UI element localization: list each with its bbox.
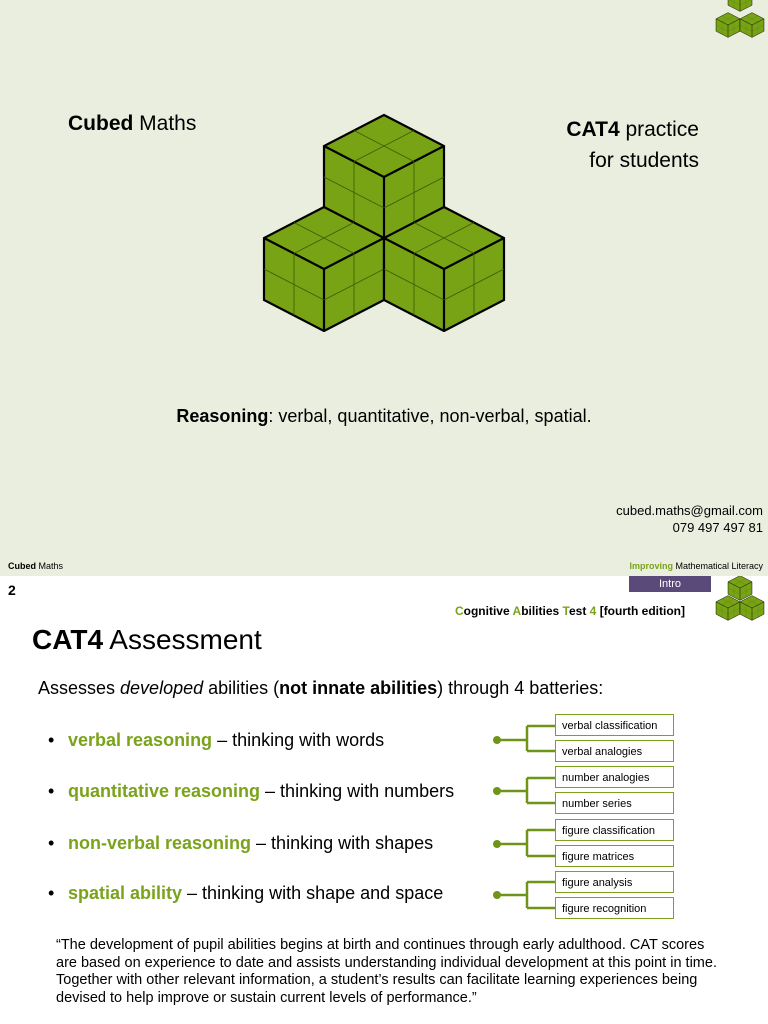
- contact-info: [616, 502, 763, 536]
- cubes-logo-icon: [712, 0, 768, 48]
- content-slide: [0, 576, 768, 1024]
- page-title: CAT4 Assessment: [32, 624, 262, 655]
- list-item: • spatial ability – thinking with shape and space: [48, 883, 444, 903]
- subtest-box: verbal analogies: [555, 740, 674, 762]
- subtest-connectors: [490, 711, 560, 921]
- subtest-box: figure analysis: [555, 871, 674, 893]
- cat4-subtitle: Cognitive Abilities Test 4 [fourth edition]: [454, 604, 685, 618]
- subtest-box: verbal classification: [555, 714, 674, 736]
- quote: “The development of pupil abilities begins at birth and continues through early adulthood. CAT scores are based on experience to date and assists understanding individual development at this point in time. Together with other relevant information, a student’s results can facilitate learning experiences being devised to help improve or sustain current levels of performance.”: [56, 937, 717, 1006]
- subtest-box: figure recognition: [555, 897, 674, 919]
- subtest-box: figure matrices: [555, 845, 674, 867]
- footer-tagline: Improving Mathematical Literacy: [629, 561, 763, 571]
- section-tag: Intro: [629, 576, 711, 592]
- footer-brand: Cubed Maths: [8, 561, 64, 571]
- subtest-box: figure classification: [555, 819, 674, 841]
- brand-name: Cubed Maths: [68, 112, 197, 135]
- page-number: 2: [8, 582, 16, 598]
- subtest-box: number analogies: [555, 766, 674, 788]
- reasoning-line: Reasoning: verbal, quantitative, non-verbal, spatial.: [176, 406, 592, 426]
- intro-text: Assesses developed abilities (not innate abilities) through 4 batteries:: [38, 678, 604, 698]
- cubes-logo-icon: [712, 576, 768, 624]
- list-item: • verbal reasoning – thinking with words: [48, 730, 385, 750]
- list-item: • quantitative reasoning – thinking with numbers: [48, 781, 455, 801]
- cubes-illustration: [258, 110, 510, 332]
- list-item: • non-verbal reasoning – thinking with shapes: [48, 833, 434, 853]
- contact-email[interactable]: cubed.maths@gmail.com: [616, 503, 763, 518]
- subtest-box: number series: [555, 792, 674, 814]
- slide-title: CAT4 practice for students: [566, 118, 699, 172]
- contact-phone: 079 497 497 81: [672, 520, 763, 535]
